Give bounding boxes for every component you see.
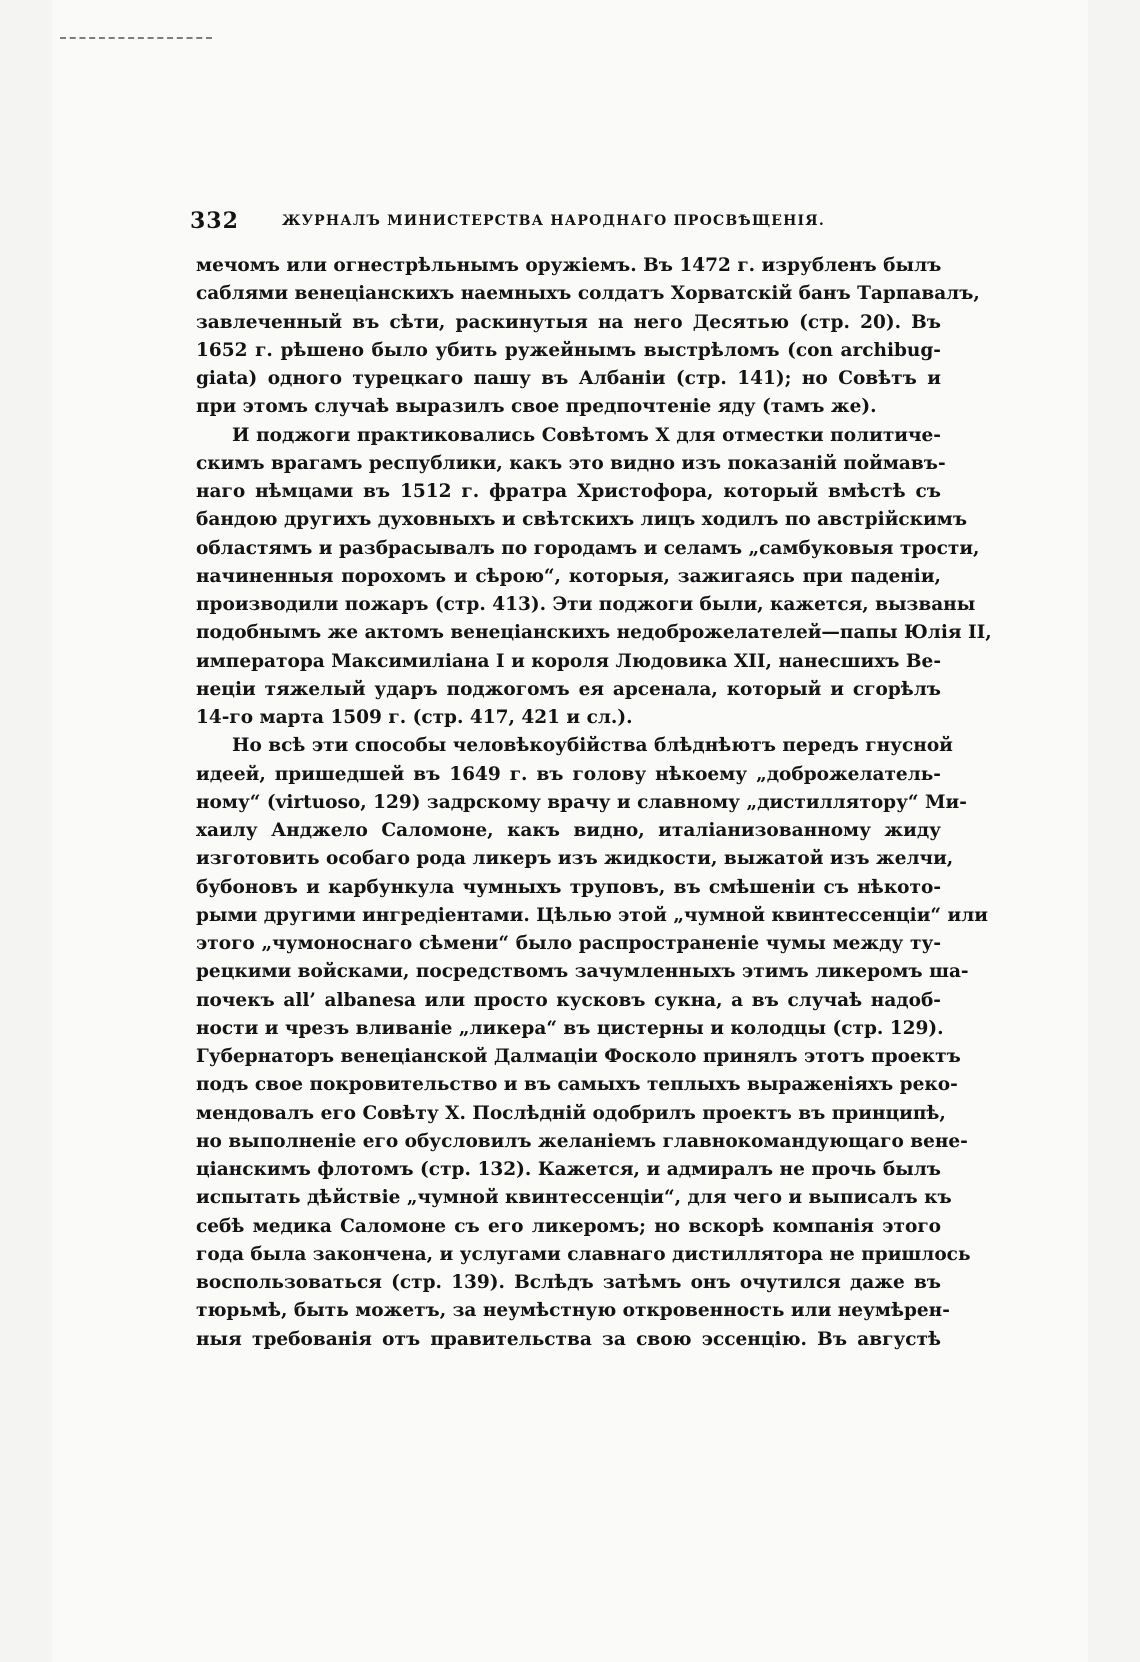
journal-title: ЖУРНАЛЪ МИНИСТЕРСТВА НАРОДНАГО ПРОСВѢЩЕНІЯ. xyxy=(282,213,825,229)
text-line: начиненныя порохомъ и сѣрою“, которыя, зажигаясь при паденіи, xyxy=(196,565,941,587)
text-line: себѣ медика Саломоне съ его ликеромъ; но вскорѣ компанія этого xyxy=(196,1215,941,1237)
text-line: ности и чрезъ вливаніе „ликера“ въ цистерны и колодцы (стр. 129). xyxy=(196,1017,944,1039)
text-line: бубоновъ и карбункула чумныхъ труповъ, въ смѣшеніи съ нѣкото- xyxy=(196,876,941,898)
text-line: года была закончена, и услугами славнаго дистиллятора не пришлось xyxy=(196,1243,971,1265)
page-number: 332 xyxy=(190,208,239,234)
text-line: саблями венеціанскихъ наемныхъ солдатъ Хорватскій банъ Тарпавалъ, xyxy=(196,283,980,305)
text-line: 1652 г. рѣшено было убить ружейнымъ выстрѣломъ (con archibug- xyxy=(196,339,941,361)
text-line: неціи тяжелый ударъ поджогомъ ея арсенала, который и сгорѣлъ xyxy=(196,678,941,700)
text-line: бандою другихъ духовныхъ и свѣтскихъ лицъ ходилъ по австрійскимъ xyxy=(196,509,968,531)
text-line: ціанскимъ флотомъ (стр. 132). Кажется, и адмиралъ не прочь былъ xyxy=(196,1159,941,1180)
text-line: 14-го марта 1509 г. (стр. 417, 421 и сл.). xyxy=(196,707,633,728)
text-line: скимъ врагамъ республики, какъ это видно изъ показаній поймавъ- xyxy=(196,452,946,474)
text-line: почекъ all’ albanesa или просто кусковъ сукна, а въ случаѣ надоб- xyxy=(196,989,941,1011)
text-line: подъ свое покровительство и въ самыхъ теплыхъ выраженіяхъ реко- xyxy=(196,1074,958,1096)
scan-artifact-line xyxy=(60,37,212,39)
text-line: тюрьмѣ, быть можетъ, за неумѣстную откровенность или неумѣрен- xyxy=(196,1300,950,1322)
text-line: наго нѣмцами въ 1512 г. фратра Христофора, который вмѣстѣ съ xyxy=(196,481,941,502)
text-line: мечомъ или огнестрѣльнымъ оружіемъ. Въ 1472 г. изрубленъ былъ xyxy=(196,255,942,276)
text-line: при этомъ случаѣ выразилъ свое предпочтеніе яду (тамъ же). xyxy=(196,396,877,418)
text-line: giata) одного турецкаго пашу въ Албаніи (стр. 141); но Совѣтъ и xyxy=(196,368,941,389)
text-line: рецкими войсками, посредствомъ зачумленныхъ этимъ ликеромъ ша- xyxy=(196,961,969,983)
text-line: производили пожаръ (стр. 413). Эти поджоги были, кажется, вызваны xyxy=(196,594,976,615)
text-line: рыми другими ингредіентами. Цѣлью этой „чумной квинтессенціи“ или xyxy=(196,904,989,926)
text-line: И поджоги практиковались Совѣтомъ X для отместки политиче- xyxy=(232,424,941,446)
text-line: Но всѣ эти способы человѣкоубійства блѣднѣютъ передъ гнусной xyxy=(232,735,953,757)
text-line: императора Максимиліана I и короля Людовика XII, нанесшихъ Ве- xyxy=(196,650,941,672)
text-line: ному“ (virtuoso, 129) задрскому врачу и славному „дистиллятору“ Ми- xyxy=(196,791,967,813)
text-line: ныя требованія отъ правительства за свою эссенцію. Въ августѣ xyxy=(196,1328,941,1350)
text-line: Губернаторъ венеціанской Далмаціи Фосколо принялъ этотъ проектъ xyxy=(196,1046,961,1067)
running-header xyxy=(190,208,940,242)
text-line: подобнымъ же актомъ венеціанскихъ недоброжелателей—папы Юлія II, xyxy=(196,622,992,644)
text-line: идеей, пришедшей въ 1649 г. въ голову нѣкоему „доброжелатель- xyxy=(196,763,941,785)
text-line: областямъ и разбрасывалъ по городамъ и селамъ „самбуковыя трости, xyxy=(196,537,980,559)
text-line: хаилу Анджело Саломоне, какъ видно, италіанизованному жиду xyxy=(196,820,941,841)
text-line: завлеченный въ сѣти, раскинутыя на него Десятью (стр. 20). Въ xyxy=(196,311,941,333)
text-line: этого „чумоноснаго сѣмени“ было распространеніе чумы между ту- xyxy=(196,933,941,954)
body-text xyxy=(196,252,992,1354)
text-line: но выполненіе его обусловилъ желаніемъ главнокомандующаго вене- xyxy=(196,1130,968,1152)
text-line: мендовалъ его Совѣту X. Послѣдній одобрилъ проектъ въ принципѣ, xyxy=(196,1102,946,1124)
text-line: испытать дѣйствіе „чумной квинтессенціи“, для чего и выписалъ къ xyxy=(196,1187,952,1209)
text-line: воспользоваться (стр. 139). Вслѣдъ затѣмъ онъ очутился даже въ xyxy=(196,1272,941,1293)
text-line: изготовить особаго рода ликеръ изъ жидкости, выжатой изъ желчи, xyxy=(196,848,954,870)
